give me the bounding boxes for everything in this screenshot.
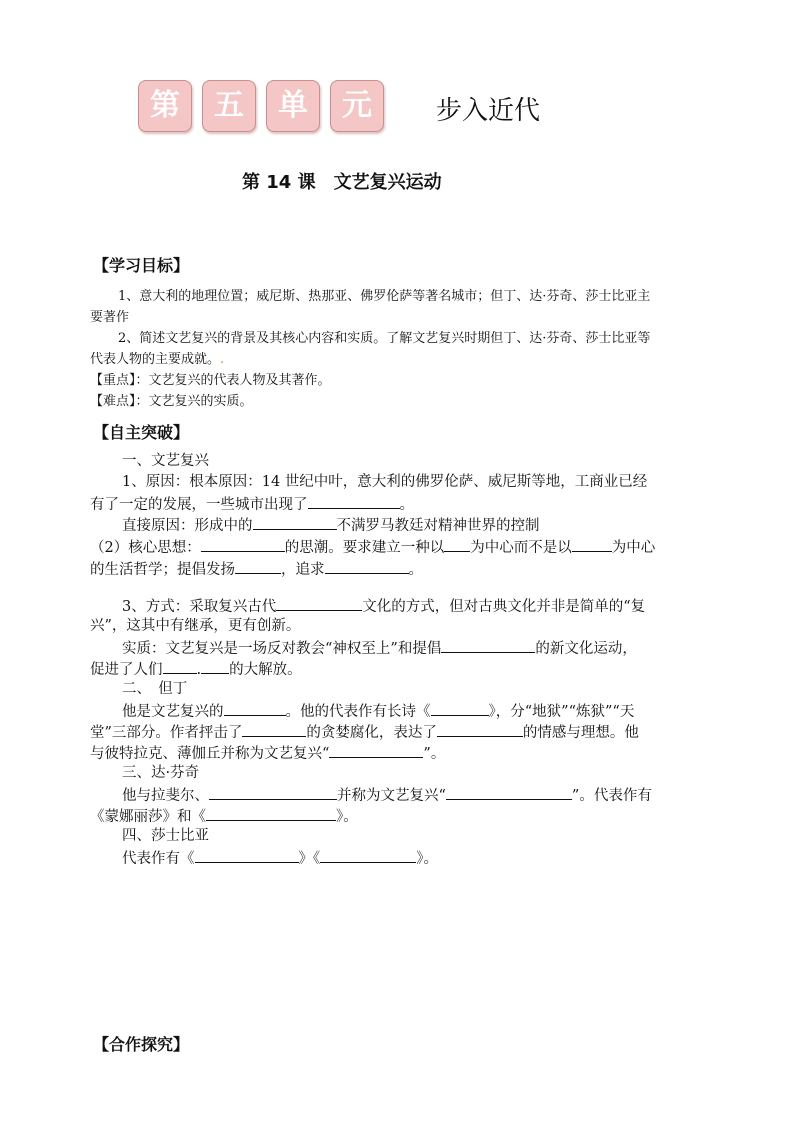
difficulty: 【难点】：文艺复兴的实质。 — [90, 394, 253, 409]
text: 堂”三部分。作者抨击了 — [90, 725, 243, 741]
text: 》《 — [298, 851, 321, 867]
dante-line-1 — [122, 700, 634, 722]
objective-1-line-a: 1、意大利的地理位置；威尼斯、热那亚、佛罗伦萨等著名城市；但丁、达·芬奇、莎士比亚主 — [118, 289, 651, 304]
blank[interactable] — [320, 847, 416, 863]
text: 》。 — [336, 809, 358, 825]
section-1-title: 一、文艺复兴 — [122, 453, 209, 469]
section-4-title: 四、莎士比亚 — [122, 828, 209, 844]
text: 。他的代表作有长诗《 — [285, 704, 431, 720]
objective-2-cont — [90, 349, 710, 370]
blank[interactable] — [201, 536, 285, 552]
text: 直接原因：形成中的 — [122, 518, 253, 534]
section-3-title: 三、达·芬奇 — [122, 765, 200, 781]
text: （2）核心思想： — [90, 540, 201, 556]
unit-subtitle: 步入近代 — [436, 96, 541, 126]
lesson-title: 第 14 课 文艺复兴运动 — [242, 172, 442, 193]
text: 》。 — [416, 851, 438, 867]
text: . — [196, 662, 202, 678]
blank[interactable] — [441, 637, 535, 653]
text: 的大解放。 — [229, 662, 302, 678]
text: 他与拉斐尔、 — [122, 788, 209, 804]
text: 促进了人们 — [90, 662, 163, 678]
text: 《蒙娜丽莎》和《 — [90, 809, 206, 825]
blank[interactable] — [209, 784, 337, 800]
text: ”。代表作有 — [571, 788, 652, 804]
text: 3、方式：采取复兴古代 — [122, 599, 277, 615]
unit-char-box: 元 — [330, 80, 384, 132]
text: 与彼特拉克、薄伽丘并称为文艺复兴“ — [90, 746, 330, 762]
text: 不满罗马教廷对精神世界的控制 — [336, 518, 540, 534]
text: 实质：文艺复兴是一场反对教会“神权至上”和提倡 — [122, 641, 442, 657]
blank[interactable] — [308, 493, 400, 509]
davinci-line-2 — [90, 805, 358, 827]
text: ，追求 — [281, 562, 325, 578]
blank[interactable] — [276, 595, 362, 611]
essence-line-2 — [90, 658, 302, 680]
cause-line-a: 1、原因：根本原因：14 世纪中叶，意大利的佛罗伦萨、威尼斯等地，工商业已经 — [122, 474, 648, 490]
blank[interactable] — [437, 721, 523, 737]
dante-line-2 — [90, 721, 639, 743]
core-idea-line — [90, 536, 655, 558]
text: 的情感与理想。他 — [522, 725, 639, 741]
stray-dot: . — [220, 352, 225, 367]
blank[interactable] — [446, 784, 572, 800]
text: 代表作有《 — [122, 851, 195, 867]
text: 为中心 — [611, 540, 656, 556]
text: 有了一定的发展，一些城市出现了 — [90, 497, 308, 513]
dante-line-3 — [90, 742, 445, 764]
key-point: 【重点】：文艺复兴的代表人物及其著作。 — [90, 373, 331, 388]
unit-char-box: 五 — [202, 80, 256, 132]
method-line-2: 兴”，这其中有继承，更有创新。 — [90, 618, 301, 634]
blank[interactable] — [235, 558, 281, 574]
blank[interactable] — [206, 805, 336, 821]
text: 他是文艺复兴的 — [122, 704, 224, 720]
blank[interactable] — [195, 847, 299, 863]
objective-2 — [90, 328, 710, 349]
self-study-heading: 【自主突破】 — [93, 423, 190, 442]
blank[interactable] — [224, 700, 286, 716]
essence-line — [122, 637, 637, 659]
core-idea-line-2 — [90, 558, 423, 580]
cause-line-b — [90, 493, 414, 515]
text: ”。 — [423, 746, 446, 762]
objective-1-cont: 要著作 — [90, 310, 130, 325]
objective-2-line-a: 2、简述文艺复兴的背景及其核心内容和实质。了解文艺复兴时期但丁、达·芬奇、莎士比亚等 — [118, 331, 651, 346]
blank[interactable] — [325, 558, 409, 574]
blank[interactable] — [444, 536, 470, 552]
direct-cause-line — [122, 514, 540, 536]
blank[interactable] — [431, 700, 489, 716]
method-line — [122, 595, 645, 617]
unit-char-box: 单 — [266, 80, 320, 132]
text: 》，分“地狱”“炼狱”“天 — [488, 704, 635, 720]
blank[interactable] — [163, 658, 197, 674]
blank[interactable] — [572, 536, 612, 552]
text: 。 — [408, 562, 423, 578]
davinci-line-1 — [122, 784, 652, 806]
text: 的思潮。要求建立一种以 — [284, 540, 445, 556]
text: 文化的方式，但对古典文化并非是简单的“复 — [362, 599, 646, 615]
objective-1 — [90, 286, 710, 307]
blank[interactable] — [253, 514, 337, 530]
cooperation-heading: 【合作探究】 — [93, 1035, 190, 1054]
text: 的贪婪腐化，表达了 — [306, 725, 437, 741]
text: 的新文化运动， — [535, 641, 637, 657]
objective-2-line-b: 代表人物的主要成就。 — [90, 352, 221, 367]
shakespeare-line — [122, 847, 438, 869]
text: 的生活哲学；提倡发扬 — [90, 562, 235, 578]
blank[interactable] — [242, 721, 306, 737]
text: 并称为文艺复兴“ — [337, 788, 446, 804]
unit-char-box: 第 — [138, 80, 192, 132]
blank[interactable] — [201, 658, 229, 674]
objectives-list — [90, 286, 710, 412]
section-2-title: 二、 但丁 — [122, 681, 188, 697]
text: 为中心而不是以 — [470, 540, 572, 556]
blank[interactable] — [329, 742, 423, 758]
objectives-heading: 【学习目标】 — [93, 256, 190, 275]
text: 。 — [399, 497, 414, 513]
